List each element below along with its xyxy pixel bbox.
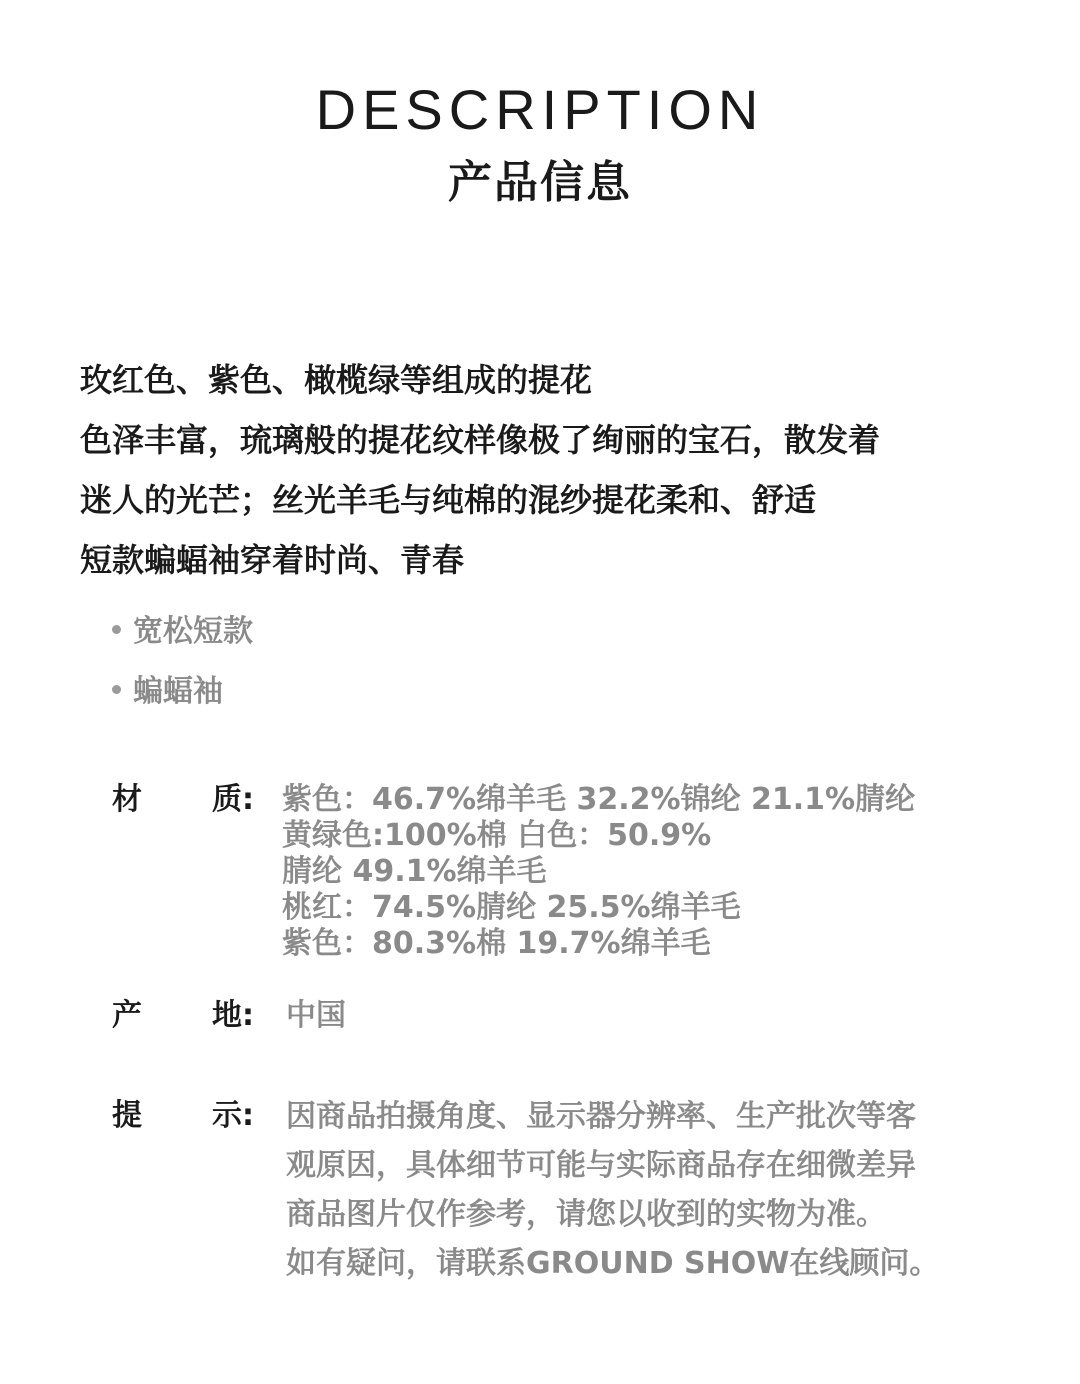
page-title-english: DESCRIPTION: [315, 78, 765, 141]
material-line: 腈纶 49.1%绵羊毛: [282, 854, 547, 889]
page-header: [0, 78, 1080, 210]
feature-label: 宽松短款: [133, 614, 253, 649]
bullet-dot-icon: [112, 625, 121, 634]
material-line: 紫色：46.7%绵羊毛 32.2%锦纶 21.1%腈纶: [282, 782, 916, 817]
tip-line: 商品图片仅作参考，请您以收到的实物为准。: [286, 1197, 886, 1232]
spec-label-char: 提: [112, 1098, 142, 1133]
feature-list: [112, 602, 253, 722]
tip-line: 如有疑问，请联系GROUND SHOW在线顾问。: [286, 1246, 940, 1281]
tip-line: 观原因，具体细节可能与实际商品存在细微差异: [286, 1148, 916, 1183]
intro-line: 短款蝙蝠袖穿着时尚、青春: [80, 541, 465, 579]
material-line: 黄绿色:100%棉 白色：50.9%: [282, 818, 712, 853]
spec-label-char: 地:: [212, 998, 254, 1033]
intro-line: 玫红色、紫色、橄榄绿等组成的提花: [80, 361, 593, 399]
spec-label-char: 示:: [212, 1098, 254, 1133]
product-intro: [80, 350, 1000, 590]
spec-label-char: 质:: [212, 782, 254, 817]
intro-line: 色泽丰富，琉璃般的提花纹样像极了绚丽的宝石，散发着: [80, 421, 881, 459]
material-line: 桃红：74.5%腈纶 25.5%绵羊毛: [282, 890, 741, 925]
feature-item: [112, 602, 253, 662]
spec-value-origin: 中国: [286, 998, 346, 1033]
spec-label-char: 材: [112, 782, 142, 817]
spec-value-tips: [286, 1092, 939, 1288]
feature-label: 蝙蝠袖: [133, 674, 223, 709]
intro-line: 迷人的光芒；丝光羊毛与纯棉的混纱提花柔和、舒适: [80, 481, 817, 519]
material-line: 紫色：80.3%棉 19.7%绵羊毛: [282, 926, 711, 961]
spec-label-char: 产: [112, 998, 142, 1033]
feature-item: [112, 662, 253, 722]
tip-line: 因商品拍摄角度、显示器分辨率、生产批次等客: [286, 1099, 916, 1134]
bullet-dot-icon: [112, 685, 121, 694]
page-title-chinese: 产品信息: [448, 157, 632, 208]
spec-value-material: [282, 782, 915, 962]
